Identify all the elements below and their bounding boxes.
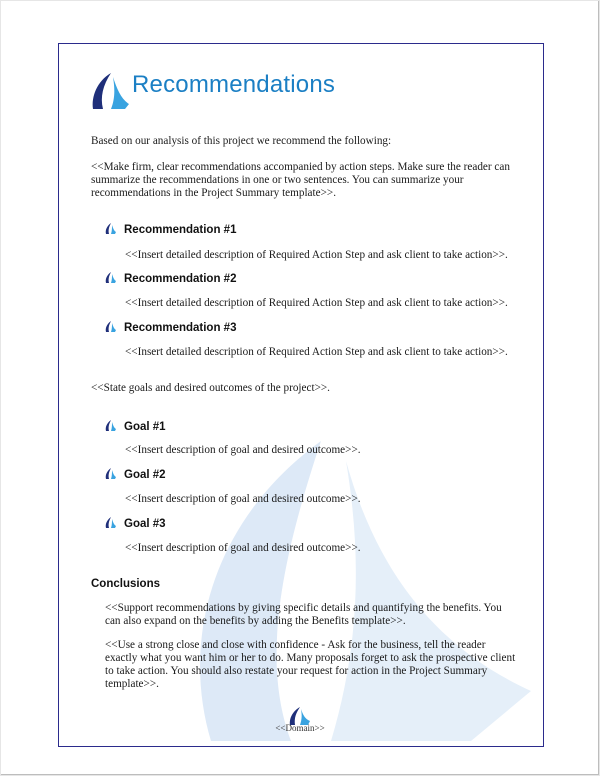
conclusions-paragraph: <<Support recommendations by giving specific details and quantifying the benefits. You can also expand on the benefits by adding the Benefits template>>.: [105, 602, 502, 627]
recommendation-heading: [105, 223, 236, 236]
conclusions-heading: Conclusions: [91, 578, 161, 590]
recommendation-heading: [105, 272, 236, 285]
sail-watermark-icon: [171, 441, 551, 741]
recommendation-detail: <<Insert detailed description of Required Action Step and ask client to take action>>.: [125, 249, 508, 261]
goal-detail: <<Insert description of goal and desired outcome>>.: [125, 493, 361, 505]
sail-bullet-icon: [105, 321, 116, 332]
goal-detail: <<Insert description of goal and desired outcome>>.: [125, 542, 361, 554]
recommendation-label: Recommendation #2: [124, 273, 237, 285]
page-title: Recommendations: [132, 71, 336, 98]
goal-label: Goal #3: [124, 518, 166, 530]
recommendation-heading: [105, 321, 236, 334]
sail-logo-icon: [89, 71, 129, 111]
sail-bullet-icon: [105, 420, 116, 431]
goals-intro: <<State goals and desired outcomes of the project>>.: [91, 382, 330, 394]
sail-bullet-icon: [105, 272, 116, 283]
goal-heading: [105, 468, 166, 481]
goal-detail: <<Insert description of goal and desired outcome>>.: [125, 444, 361, 456]
sail-bullet-icon: [105, 223, 116, 234]
footer-domain: <<Domain>>: [275, 723, 325, 733]
intro-lead: Based on our analysis of this project we recommend the following:: [91, 135, 392, 147]
goal-label: Goal #2: [124, 469, 166, 481]
recommendation-label: Recommendation #1: [124, 224, 237, 236]
sail-bullet-icon: [105, 468, 116, 479]
goal-label: Goal #1: [124, 421, 166, 433]
goal-heading: [105, 420, 166, 433]
recommendation-detail: <<Insert detailed description of Required Action Step and ask client to take action>>.: [125, 346, 508, 358]
conclusions-paragraph: <<Use a strong close and close with confidence - Ask for the business, tell the reader exactly what you want him or her to do. Many proposals forget to ask the prospective client to take action. You should also restate your request for action in the Project Summary template>>.: [105, 639, 516, 690]
intro-instruction: <<Make firm, clear recommendations accompanied by action steps. Make sure the reader can summarize the recommendations in one or two sentences. You can summarize your recommendations in the Project Summary template>>.: [91, 161, 510, 199]
sail-bullet-icon: [105, 517, 116, 528]
recommendation-detail: <<Insert detailed description of Required Action Step and ask client to take action>>.: [125, 297, 508, 309]
document-page: [1, 1, 599, 775]
goal-heading: [105, 517, 166, 530]
recommendation-label: Recommendation #3: [124, 322, 237, 334]
